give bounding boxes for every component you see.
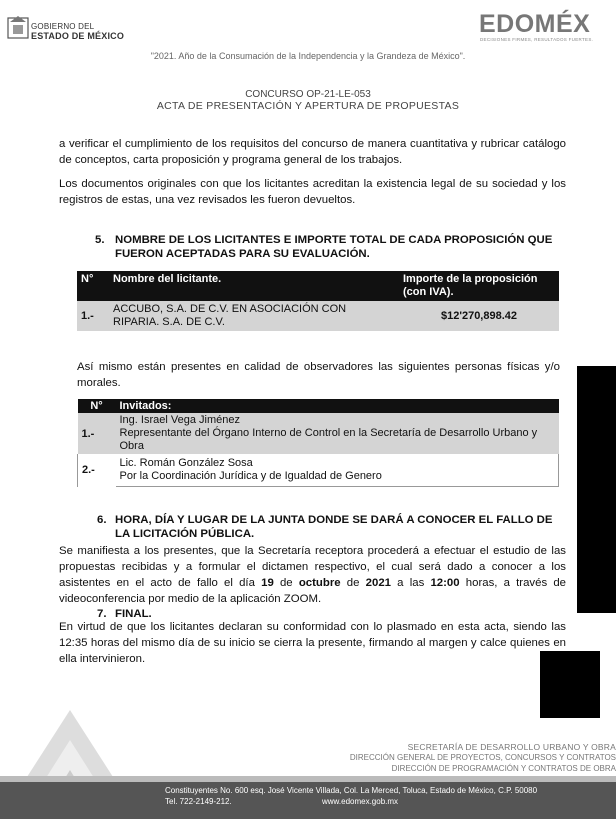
ruling-text-c: de [340, 577, 366, 589]
section7-number: 7. [97, 608, 107, 620]
ruling-day: 19 [261, 577, 274, 589]
edomex-logo: EDOMÉX [479, 10, 591, 38]
ruling-time: 12:00 [430, 577, 460, 589]
paragraph-ruling [59, 543, 566, 607]
footer-website[interactable]: www.edomex.gob.mx [322, 797, 399, 806]
guest-name: Ing. Israel Vega Jiménez [119, 414, 240, 426]
section5-title: NOMBRE DE LOS LICITANTES E IMPORTE TOTAL DE CADA PROPOSICIÓN QUE FUERON ACEPTADAS PARA SU EVALUACIÓN. [115, 234, 553, 260]
row-guest [116, 454, 559, 487]
section6-title: HORA, DÍA Y LUGAR DE LA JUNTA DONDE SE DARÁ A CONOCER EL FALLO DE LA LICITACIÓN PÚBLICA. [115, 514, 553, 540]
ruling-month: octubre [298, 577, 341, 589]
table-header-row [78, 399, 559, 413]
section6-number: 6. [97, 514, 107, 526]
header-bidder: Nombre del licitante. [109, 271, 399, 301]
row-bidder: ACCUBO, S.A. DE C.V. EN ASOCIACIÓN CON RIPARIA. S.A. DE C.V. [113, 303, 347, 328]
gov-line1: GOBIERNO DEL [31, 22, 95, 31]
row-num: 1.- [81, 310, 94, 322]
gov-line2: ESTADO DE MÉXICO [31, 31, 125, 41]
year-motto: "2021. Año de la Consumación de la Independencia y la Grandeza de México". [150, 51, 466, 61]
row-num: 1.- [81, 427, 95, 440]
footer-direccion-general: DIRECCIÓN GENERAL DE PROYECTOS, CONCURSOS Y CONTRATOS [349, 753, 616, 762]
section7-title: FINAL. [115, 608, 152, 620]
header-amount: Importe de la proposición (con IVA). [399, 271, 559, 301]
edomex-tagline: DECISIONES FIRMES, RESULTADOS FUERTES. [480, 37, 594, 42]
paragraph-observers: Así mismo están presentes en calidad de observadores las siguientes personas físicas y/o morales. [77, 361, 560, 389]
header-num: N° [78, 399, 116, 413]
guest-role: Representante del Órgano Interno de Control en la Secretaría de Desarrollo Urbano y Obra [119, 427, 538, 452]
paragraph-final: En virtud de que los licitantes declaran su conformidad con lo plasmado en esta acta, siendo las 12:35 horas del mismo día de su inicio se cierra la presente, firmando al margen y calce quienes en ella intervinieron. [59, 621, 566, 665]
footer-phone: Tel. 722-2149-212. [165, 797, 232, 806]
table-row [78, 454, 559, 487]
paragraph-requirements: a verificar el cumplimiento de los requisitos del concurso de manera cuantitativa y rubricar catálogo de conceptos, carta proposición y programa general de los trabajos. [59, 138, 566, 166]
redaction-block [540, 651, 600, 718]
paragraph-documents: Los documentos originales con que los licitantes acreditan la existencia legal de su sociedad y los registros de estas, una vez revisados les fueron devueltos. [59, 178, 566, 206]
guests-table [77, 399, 559, 487]
ruling-text-e: horas, a través de videoconferencia por medio de la aplicación ZOOM. [59, 577, 567, 605]
header-guests: Invitados: [116, 399, 559, 413]
footer-direccion: DIRECCIÓN DE PROGRAMACIÓN Y CONTRATOS DE OBRA [391, 764, 616, 773]
ruling-text-a: Se manifiesta a los presentes, que la Secretaría receptora procederá a efectuar el estudio de las propuestas recibidas y a formular el dictamen respectivo, el cual será dado a conocer a los asistentes en el acto de fallo el día [59, 545, 566, 589]
footer-secretaria: SECRETARÍA DE DESARROLLO URBANO Y OBRA [407, 742, 616, 752]
row-amount: $12'270,898.42 [440, 310, 518, 322]
ruling-year: 2021 [365, 577, 391, 589]
redaction-block [577, 366, 616, 613]
guest-role: Por la Coordinación Jurídica y de Igualdad de Genero [119, 470, 382, 482]
bidders-table [77, 271, 559, 331]
ruling-text-d: a las [391, 577, 431, 589]
row-num: 2.- [78, 454, 116, 487]
row-guest [116, 413, 559, 454]
state-seal-icon [6, 14, 30, 40]
doc-subtitle: ACTA DE PRESENTACIÓN Y APERTURA DE PROPUESTAS [156, 100, 460, 112]
table-row [78, 413, 559, 454]
footer-address: Constituyentes No. 600 esq. José Vicente Villada, Col. La Merced, Toluca, Estado de México, C.P. 50080 [165, 786, 538, 795]
header-num: N° [77, 271, 109, 301]
doc-title: CONCURSO OP-21-LE-053 [245, 89, 371, 100]
table-header-row [77, 271, 559, 301]
guest-name: Lic. Román González Sosa [119, 457, 253, 469]
section5-number: 5. [95, 234, 105, 246]
table-row [77, 301, 559, 331]
ruling-text-b: de [273, 577, 299, 589]
